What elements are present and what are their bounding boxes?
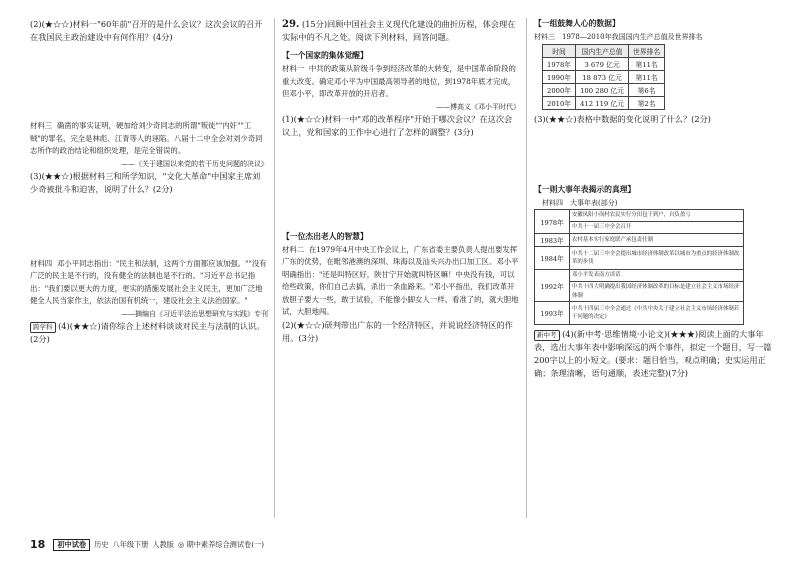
material-4-source: ——摘编自《习近平法治思想研究与实践》专刊: [121, 309, 268, 318]
table-cell: 1990年: [543, 70, 576, 83]
event-cell: 邓小平发表南方谈话: [570, 270, 744, 282]
header-cell: 世界排名: [628, 44, 664, 57]
year-cell: 1978年: [535, 210, 570, 234]
subject-label: 历史: [94, 539, 109, 549]
question-29-text: (15分)回顾中国社会主义现代化建设的曲折历程，体会理在实际中的不凡之处。阅读下列材料，回答问题。: [282, 19, 516, 42]
year-cell: 1993年: [535, 302, 570, 325]
material-3-caption: 材料三 1978—2010年我国国内生产总值及世界排名: [534, 33, 703, 41]
table-cell: 1978年: [543, 57, 576, 70]
table-row: [535, 247, 744, 270]
table-row: [543, 96, 665, 109]
event-cell: 中共十一届三中全会召开: [570, 222, 744, 234]
year-cell: 1983年: [535, 234, 570, 247]
material-2-text: 在1979年4月中央工作会议上，广东省委主要负责人提出要发挥广东的优势，在毗邻港澳的深圳、珠海以及汕头兴办出口加工区。邓小平明确指出："还是叫特区好，陕甘宁开始就叫特区嘛！中央没有钱，可以给些政策，你们自己去搞，杀出一条血路来。"邓小平指出，我们改革开放胆子要大一些，敢于试验，不能像小脚女人一样。看准了的，就大胆地试，大胆地闯。: [282, 244, 519, 316]
column-right: [534, 18, 774, 380]
grade-label: 八年级下册: [112, 539, 149, 549]
gdp-table: [542, 44, 665, 110]
event-cell: 中共十四大明确提出我国经济体制改革的目标是建立社会主义市场经济体制: [570, 282, 744, 302]
table-row: [543, 57, 665, 70]
question-2: (2)(★☆☆)材料一"60年前"召开的是什么会议？这次会议的召开在我国民主政治建设中有何作用？(4分): [30, 19, 263, 42]
table-cell: 第11名: [628, 57, 664, 70]
material-3: [30, 120, 268, 158]
test-title: ◎ 期中素养综合测试卷(一): [178, 539, 265, 549]
section-title-awakening: 【一个国家的集体觉醒】: [282, 51, 368, 60]
event-cell: 农村基本实行家庭联产承包责任制: [570, 234, 744, 247]
event-cell: 中共十二届三中全会提出城市经济体制改革以城市为重点的经济体制改革的步伐: [570, 247, 744, 270]
table-cell: 第11名: [628, 70, 664, 83]
event-cell: 中共十四届三中全会通过《中共中央关于建立社会主义市场经济体制若干问题的决定》: [570, 302, 744, 325]
edition-label: 人教版: [152, 539, 174, 549]
page-number: 18: [30, 538, 46, 551]
column-middle: [282, 18, 520, 345]
question-4: [30, 320, 268, 346]
question-3: (3)(★★☆)根据材料三和所学知识，"文化大革命"中国家主席刘少奇被批斗和迫害，说明了什么？(2分): [30, 170, 261, 194]
material-3-label: 材料三: [30, 121, 53, 130]
table-cell: 18 873 亿元: [576, 70, 629, 83]
year-cell: 1984年: [535, 247, 570, 270]
material-2-label: 材料二: [282, 244, 305, 254]
column-left: [30, 18, 268, 346]
material-4: [30, 258, 268, 308]
page-footer: [30, 538, 264, 551]
table-cell: 100 280 亿元: [576, 83, 629, 96]
table-cell: 2010年: [543, 96, 576, 109]
material-1-text: 中共的政策从阶级斗争到经济改革的大转变，是中国革命阶段的重大改变。确定邓小平为中国最高领导者的地位，到1978年底才完成，但邓小平，即改革开放的开启者。: [282, 64, 516, 98]
material-1: [282, 63, 520, 101]
question-4-right: [534, 328, 774, 380]
table-cell: 第2名: [628, 96, 664, 109]
chronology-table: [534, 209, 744, 325]
question-4-text: (4)(★★☆)请你综合上述材料谈谈对民主与法制的认识。(2分): [30, 320, 265, 344]
question-29: [282, 18, 520, 44]
question-4-right-text: (4)(新中考·思维情境·小论文)(★★★)阅读上面的大事年表，选出大事年表中影响深远的两个事件，拟定一个题目，写一篇200字以上的小短文。(要求：题目恰当，观点明确；史实运用正确；条理清晰，语句通顺，表述完整)(7分): [534, 329, 772, 378]
question-29-number: 29.: [282, 19, 300, 30]
event-cell: 安徽凤阳小岗村农民实行分田包干到户，自负盈亏: [570, 210, 744, 222]
material-4-text: 邓小平同志指出："民主和法制，这两个方面都应该加强。""没有广泛的民主是不行的，没有健全的法制也是不行的。"习近平总书记指出："我们要以更大的力度，更实的措施发展社会主义民主，更加广泛地健全人民当家作主，依法治国有机统一，建设社会主义法治国家。": [30, 258, 267, 305]
header-cell: 国内生产总值: [576, 44, 629, 57]
section-title-chronology: 【一则大事年表揭示的真理】: [534, 184, 636, 194]
table-row: [535, 234, 744, 247]
table-cell: 2000年: [543, 83, 576, 96]
table-row: [543, 83, 665, 96]
table-row: [535, 302, 744, 325]
table-row: [535, 210, 744, 222]
material-3-source: ——《关于建国以来党的若干历史问题的决议》: [121, 159, 268, 168]
table-row: [535, 270, 744, 282]
column-divider-2: [526, 18, 527, 518]
table-cell: 第6名: [628, 83, 664, 96]
material-4-label: 材料四: [30, 258, 53, 268]
table-cell: 3 679 亿元: [576, 57, 629, 70]
column-divider-1: [274, 18, 275, 518]
brand-label: 初中试卷: [53, 539, 90, 551]
section-title-data: 【一组鼓舞人心的数据】: [534, 19, 620, 28]
header-cell: 时间: [543, 44, 576, 57]
question-2-mid: (2)(★☆☆)研判带出广东的一个经济特区，并说说经济特区的作用。(3分): [282, 319, 513, 343]
material-2: [282, 244, 520, 319]
material-1-label: 材料一: [282, 64, 305, 73]
question-1: (1)(★☆☆)材料一中"邓的改革程序"开始于哪次会议？在这次会议上，党和国家的工作中心进行了怎样的调整？(3分): [282, 113, 513, 137]
interdisciplinary-badge: 跨学科: [30, 322, 56, 333]
year-cell: 1992年: [535, 270, 570, 302]
material-3-text: 确凿的事实证明，硬加给刘少奇同志的所谓"叛徒""内奸""工贼"的罪名，完全是林彪、江青等人的诬陷。八届十二中全会对刘少奇同志所作的政治结论和组织处理，是完全错误的。: [30, 121, 263, 155]
question-3-right: (3)(★★☆)表格中数据的变化说明了什么？(2分): [534, 113, 711, 124]
table-cell: 412 119 亿元: [576, 96, 629, 109]
section-title-wisdom: 【一位杰出老人的智慧】: [282, 231, 368, 241]
material-4-caption: 材料四 大事年表(部分): [542, 198, 618, 207]
gdp-table-header: [543, 44, 665, 57]
new-exam-badge: 新中考: [534, 330, 560, 341]
material-1-source: ——傅高义《邓小平时代》: [436, 102, 520, 111]
table-row: [543, 70, 665, 83]
